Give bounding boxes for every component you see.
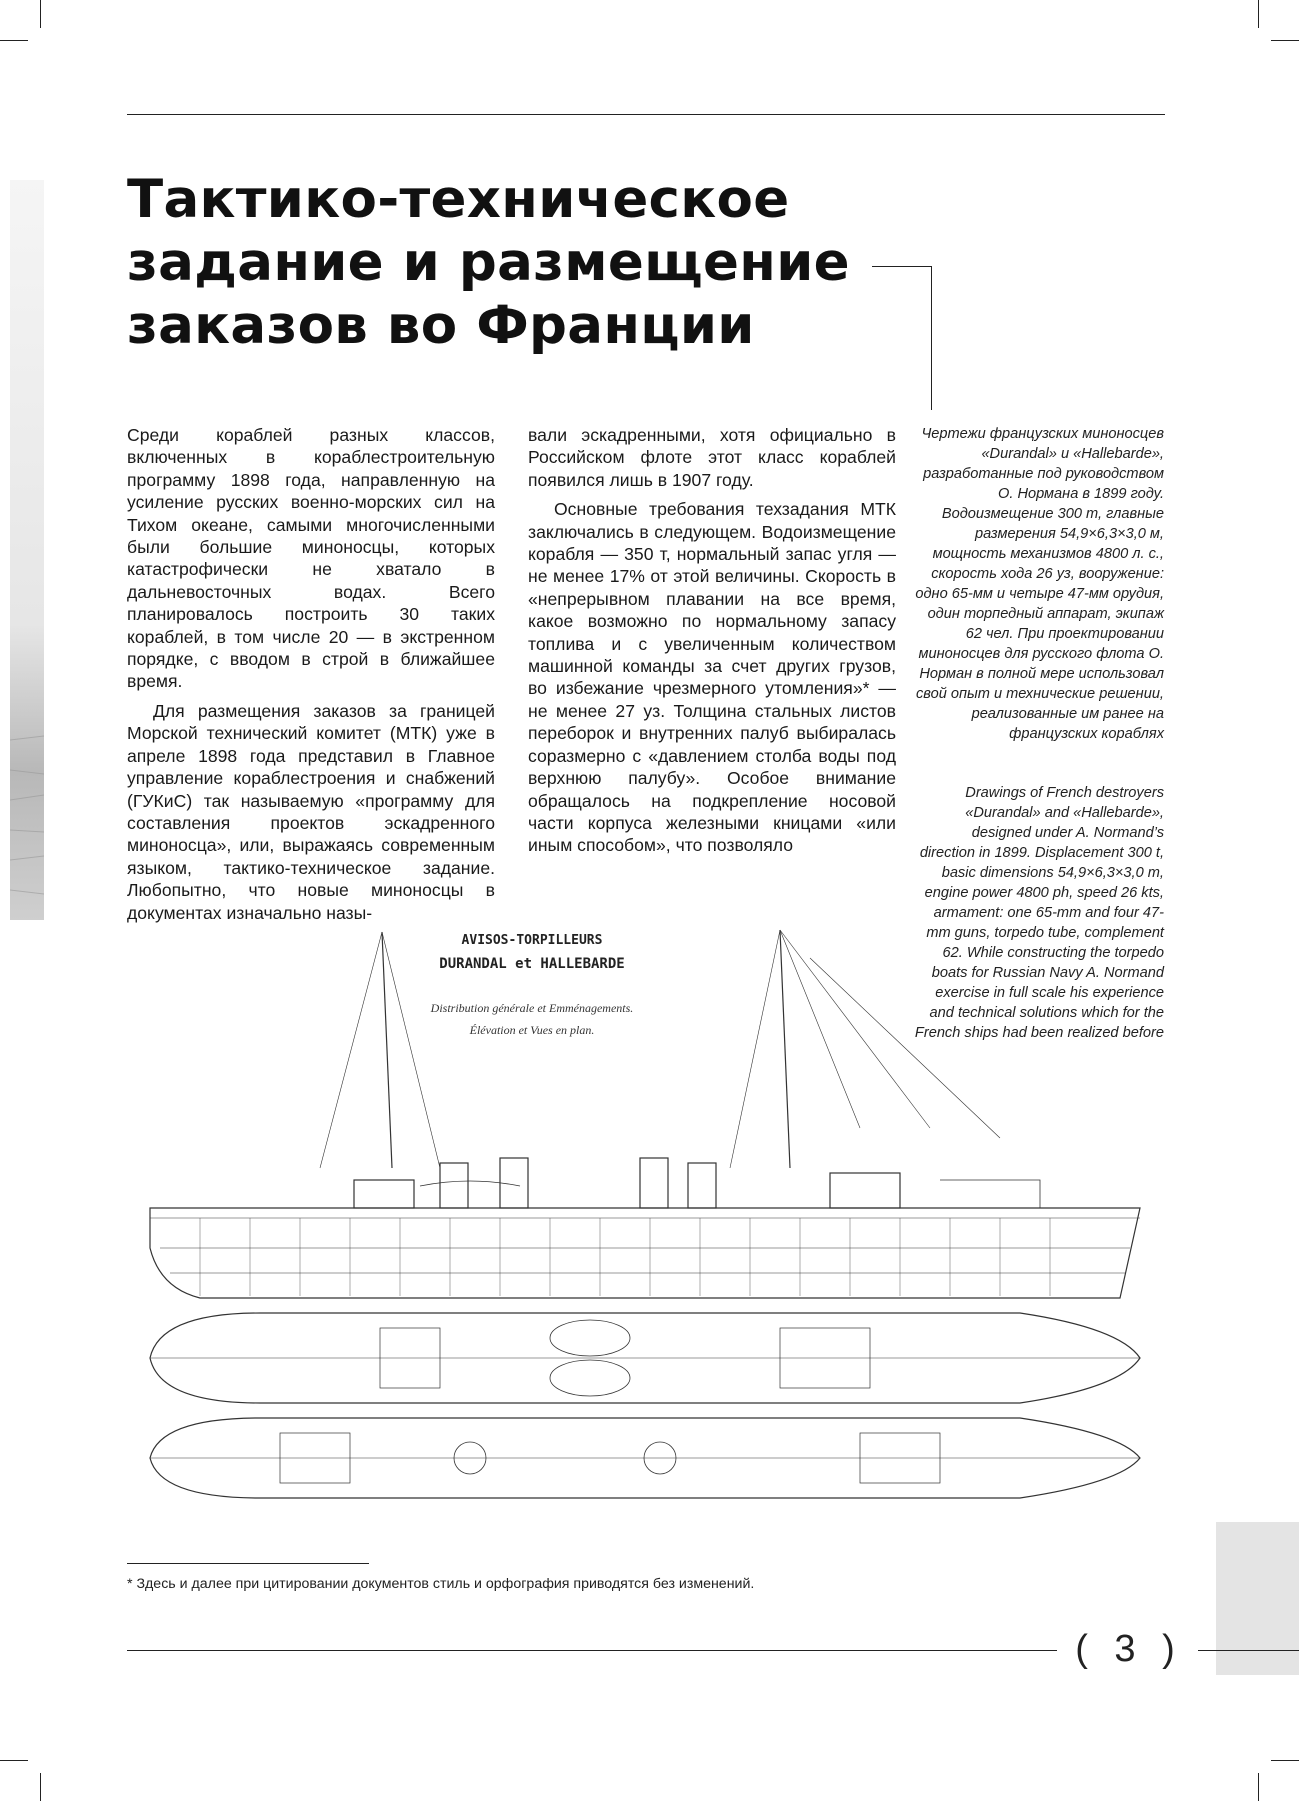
paragraph: Для размещения заказов за границей Морской технический комитет (МТК) уже в апреле 1898 года представил в Главное управление кораблестроения и снабжений (ГУКиС) так называемую «программу для составления проектов эскадренного миноносца», или, выражаясь современным языком, тактико-техническое задание. Любопытно, что новые миноносцы в документах изначально назы- (127, 700, 495, 923)
title-connector-horizontal (872, 266, 932, 267)
crop-mark (1258, 0, 1259, 28)
footnote-rule (127, 1563, 369, 1564)
ship-drawing (140, 918, 1160, 1518)
body-column-1 (127, 424, 495, 931)
drawing-title-line-1: AVISOS-TORPILLEURS (461, 933, 603, 948)
crop-mark (0, 1760, 28, 1761)
title-line: заказов во Франции (127, 295, 755, 356)
page-title (127, 168, 887, 357)
title-line: задание и размещение (127, 232, 850, 293)
caption-english: Drawings of French destroyers «Durandal» and «Hallebarde», designed under A. Normand’s direction in 1899. Displacement 300 t, basic dimensions 54,9×6,3×3,0 m, engine power 4800 ph, speed 26 kts, armament: one 65-mm and four 47-mm guns, torpedo tube, complement 62. While constructing the torpedo boats for Russian Navy A. Normand exercise in full scale his experience and technical solutions which for the French ships had been realized before (914, 785, 1164, 1041)
crop-mark (1271, 40, 1299, 41)
page-edge-tab (1216, 1522, 1299, 1675)
page-number: ( 3 ) (1075, 1628, 1183, 1670)
title-connector-vertical (931, 266, 932, 410)
crop-mark (0, 40, 28, 41)
body-column-2 (528, 424, 896, 864)
drawing-title-line-4: Élévation et Vues en plan. (469, 1023, 595, 1037)
title-line: Тактико-техническое (127, 169, 790, 230)
paragraph: Среди кораблей разных классов, включенных в кораблестроительную программу 1898 года, направленную на усиление русских военно-морских сил на Тихом океане, самыми многочисленными были большие миноносцы, которых катастрофически не хватало в дальневосточных водах. Всего планировалось построить 30 таких кораблей, в том числе 20 — в экстренном порядке, с вводом в строй в ближайшее время. (127, 425, 495, 692)
crop-mark (40, 1773, 41, 1801)
crop-mark (40, 0, 41, 28)
bottom-rule (127, 1650, 1057, 1651)
crop-mark (1271, 1760, 1299, 1761)
paragraph: Основные требования техзадания МТК заключались в следующем. Водоизмещение корабля — 350 т, нормальный запас угля — не менее 17% от этой величины. Скорость в «непрерывном плавании на все время, какое возможно по нормальному запасу топлива и с увеличенным количеством машинной команды за счет других грузов, во избежание чрезмерного утомления»* — не менее 27 уз. Толщина стальных листов переборок и внутренних палуб выбиралась соразмерно с «давлением столба воды под верхнюю палубу». Особое внимание обращалось на подкрепление носовой части корпуса железными кницами «или иным способом», что позволяло (528, 499, 896, 856)
ship-blueprint-image (140, 918, 1160, 1518)
sea-photo-strip (10, 180, 44, 920)
top-rule (127, 114, 1165, 115)
caption-russian: Чертежи французских миноносцев «Durandal» и «Hallebarde», разработанные под руководством О. Нормана в 1899 году. Водоизмещение 300 т, главные размерения 54,9×6,3×3,0 м, мощность механизмов 4800 л. с., скорость хода 26 уз, вооружение: одно 65-мм и четыре 47-мм орудия, один торпедный аппарат, экипаж 62 чел. При проектировании миноносцев для русского флота О. Норман в полной мере использовал свой опыт и технические решении, реализованные им ранее на французских кораблях (915, 426, 1164, 742)
bottom-rule-right (1198, 1650, 1299, 1651)
drawing-title-line-3: Distribution générale et Emménagements. (430, 1001, 634, 1015)
crop-mark (1258, 1773, 1259, 1801)
drawing-title-line-2: DURANDAL et HALLEBARDE (439, 956, 625, 972)
footnote: * Здесь и далее при цитировании документов стиль и орфография приводятся без изменений. (127, 1576, 755, 1592)
paragraph: вали эскадренными, хотя официально в Российском флоте этот класс кораблей появился лишь в 1907 году. (528, 425, 896, 490)
